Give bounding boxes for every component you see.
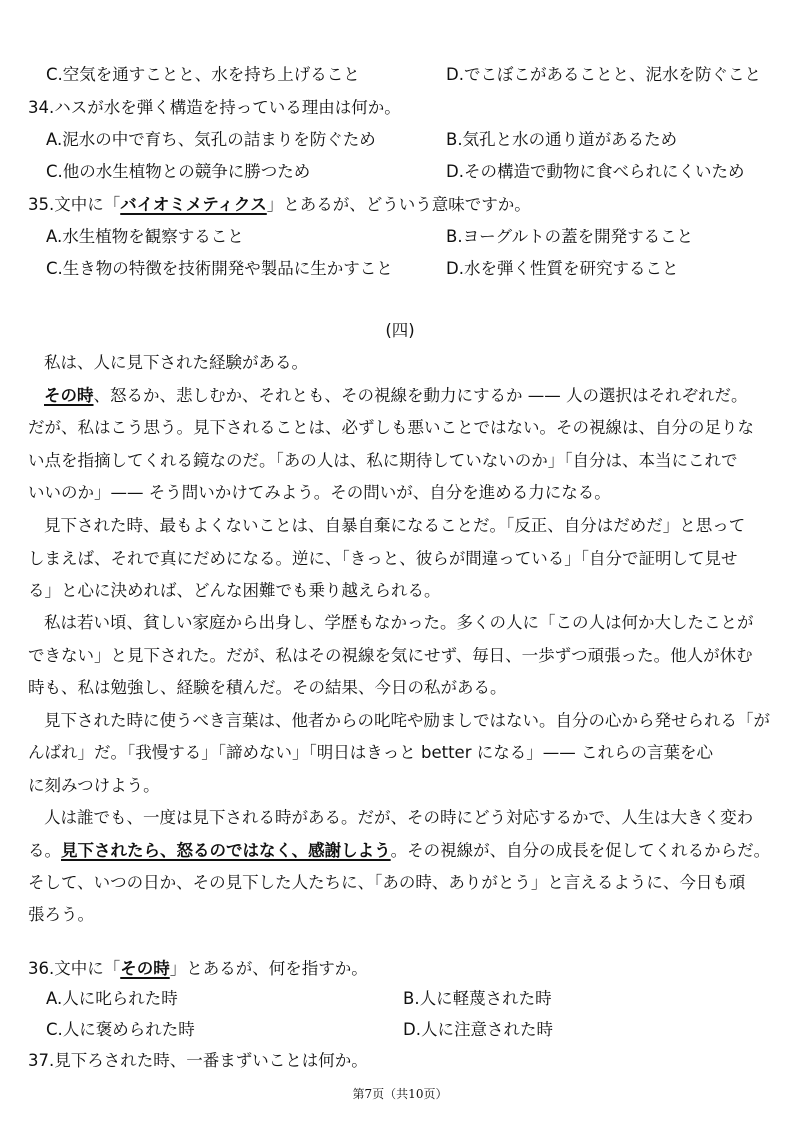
- q36-option-b: B.人に軽蔑された時: [403, 989, 552, 1008]
- question-35-term: バイオミメティクス: [120, 195, 267, 214]
- passage-paragraph-4-line-2: できない」と見下された。だが、私はその視線を気にせず、毎日、一歩ずつ頑張った。他人が休む: [28, 646, 753, 665]
- section-title: (四): [385, 321, 415, 340]
- passage-paragraph-2-line-2: だが、私はこう思う。見下されることは、必ずしも悪いことではない。その視線は、自分の足りな: [28, 418, 754, 437]
- passage-paragraph-4-line-1: 私は若い頃、貧しい家庭から出身し、学歴もなかった。多くの人に「この人は何か大したことが: [44, 613, 754, 632]
- q35-option-d: D.水を弾く性質を研究すること: [446, 259, 679, 278]
- passage-paragraph-6-line-2: [28, 840, 770, 862]
- question-36-prefix: 36.文中に「: [28, 959, 121, 978]
- question-35: [28, 194, 531, 216]
- passage-paragraph-3-line-3: る」と心に決めれば、どんな困難でも乗り越えられる。: [28, 581, 441, 600]
- q34-option-b: B.気孔と水の通り道があるため: [446, 130, 678, 149]
- question-35-suffix: 」とあるが、どういう意味ですか。: [266, 195, 531, 214]
- q34-option-a: A.泥水の中で育ち、気孔の詰まりを防ぐため: [46, 130, 376, 149]
- q36-option-a: A.人に叱られた時: [46, 989, 178, 1008]
- question-35-prefix: 35.文中に「: [28, 195, 121, 214]
- passage-paragraph-1: 私は、人に見下された経験がある。: [44, 353, 308, 372]
- passage-paragraph-5-line-3: に刻みつけよう。: [28, 776, 160, 795]
- passage-paragraph-5-line-2: んばれ」だ。「我慢する」「諦めない」「明日はきっと better になる」—— これらの言葉を心: [28, 743, 713, 762]
- question-36: [28, 958, 368, 980]
- passage-emphasis-sono-toki: その時: [44, 386, 94, 405]
- passage-paragraph-5-line-1: 見下された時に使うべき言葉は、他者からの叱咤や励ましではない。自分の心から発せられる「が: [44, 711, 770, 730]
- question-36-term: その時: [120, 959, 170, 978]
- passage-paragraph-6-line-3: そして、いつの日か、その見下した人たちに、「あの時、ありがとう」と言えるように、今日も頑: [28, 873, 746, 892]
- passage-paragraph-2-line-1-rest: 、怒るか、悲しむか、それとも、その視線を動力にするか —— 人の選択はそれぞれだ。: [93, 386, 748, 405]
- question-37: 37.見下ろされた時、一番まずいことは何か。: [28, 1051, 368, 1070]
- passage-paragraph-6-line-2-prefix: る。: [28, 841, 61, 860]
- q33-option-d: D.でこぼこがあることと、泥水を防ぐこと: [446, 65, 761, 84]
- q34-option-c: C.他の水生植物との競争に勝つため: [46, 162, 311, 181]
- passage-paragraph-2-line-4: いいのか」—— そう問いかけてみよう。その問いが、自分を進める力になる。: [28, 483, 611, 502]
- passage-paragraph-2-line-3: い点を指摘してくれる鏡なのだ。「あの人は、私に期待していないのか」「自分は、本当にこれで: [28, 451, 738, 470]
- passage-paragraph-6-line-1: 人は誰でも、一度は見下される時がある。だが、その時にどう対応するかで、人生は大きく変わ: [44, 808, 754, 827]
- passage-paragraph-3-line-2: しまえば、それで真にだめになる。逆に、「きっと、彼らが間違っている」「自分で証明して見せ: [28, 549, 738, 568]
- passage-paragraph-2-line-1: [44, 385, 748, 407]
- q36-option-d: D.人に注意された時: [403, 1020, 553, 1039]
- page-footer: 第7页（共10页）: [352, 1087, 448, 1101]
- passage-paragraph-6-line-2-suffix: 。その視線が、自分の成長を促してくれるからだ。: [390, 841, 771, 860]
- q33-option-c: C.空気を通すことと、水を持ち上げること: [46, 65, 360, 84]
- q35-option-c: C.生き物の特徴を技術開発や製品に生かすこと: [46, 259, 393, 278]
- passage-paragraph-4-line-3: 時も、私は勉強し、経験を積んだ。その結果、今日の私がある。: [28, 678, 507, 697]
- q34-option-d: D.その構造で動物に食べられにくいため: [446, 162, 745, 181]
- passage-paragraph-3-line-1: 見下された時、最もよくないことは、自暴自棄になることだ。「反正、自分はだめだ」と思って: [44, 516, 746, 535]
- q35-option-b: B.ヨーグルトの蓋を開発すること: [446, 227, 694, 246]
- q35-option-a: A.水生植物を観察すること: [46, 227, 244, 246]
- q36-option-c: C.人に褒められた時: [46, 1020, 195, 1039]
- question-34: 34.ハスが水を弾く構造を持っている理由は何か。: [28, 98, 401, 117]
- passage-paragraph-6-line-4: 張ろう。: [28, 905, 94, 924]
- question-36-suffix: 」とあるが、何を指すか。: [169, 959, 368, 978]
- passage-emphasis-gratitude: 見下されたら、怒るのではなく、感謝しよう: [61, 841, 391, 860]
